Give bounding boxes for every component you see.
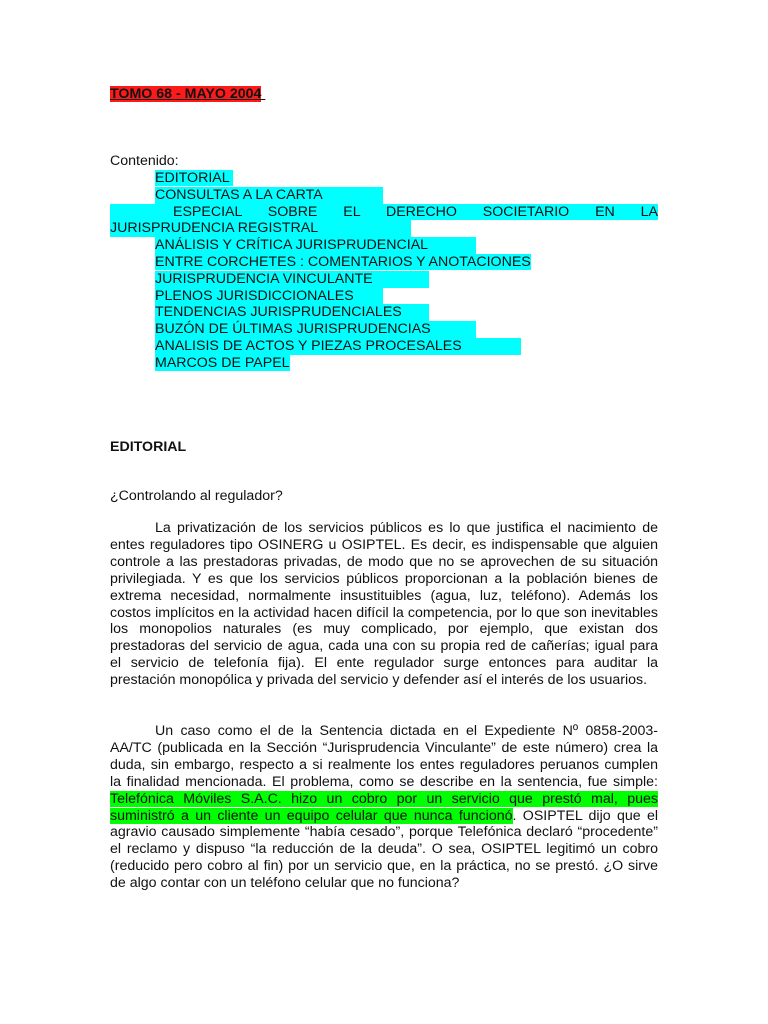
toc-item-analisis-critica[interactable]: ANÁLISIS Y CRÍTICA JURISPRUDENCIAL xyxy=(110,237,658,254)
toc-item-plenos[interactable]: PLENOS JURISDICCIONALES xyxy=(110,288,658,305)
toc-item-tendencias[interactable]: TENDENCIAS JURISPRUDENCIALES xyxy=(110,304,658,321)
editorial-paragraph-1: La privatización de los servicios públicos es lo que justifica el nacimiento de entes reguladores tipo OSINERG u OSIPTEL. Es decir, es indispensable que alguien controle a las prestadoras privadas, de modo que no se aprovechen de su situación privilegiada. Y es que los servicios públicos proporcionan a la población bienes de extrema necesidad, normalmente insustituibles (agua, luz, teléfono). Además los costos implícitos en la actividad hacen difícil la competencia, por lo que son inevitables los monopolios naturales (es muy complicado, por ejemplo, que existan dos prestadoras del servicio de agua, cada una con su propia red de cañerías; igual para el servicio de telefonía fija). El ente regulador surge entonces para auditar la prestación monopólica y privada del servicio y defender así el interés de los usuarios. xyxy=(110,520,658,689)
toc-item-analisis-actos[interactable]: ANALISIS DE ACTOS Y PIEZAS PROCESALES xyxy=(110,338,658,355)
toc-item-vinculante[interactable]: JURISPRUDENCIA VINCULANTE xyxy=(110,271,658,288)
toc-item-entre-corchetes[interactable]: ENTRE CORCHETES : COMENTARIOS Y ANOTACIONES xyxy=(155,253,531,270)
toc-item-especial-cont[interactable]: JURISPRUDENCIA REGISTRAL xyxy=(110,220,411,237)
toc-item-marcos[interactable]: MARCOS DE PAPEL xyxy=(155,354,290,371)
toc-item-buzon[interactable]: BUZÓN DE ÚLTIMAS JURISPRUDENCIAS xyxy=(110,321,658,338)
volume-title-trailing xyxy=(261,86,265,102)
contents-label: Contenido: xyxy=(110,153,179,169)
volume-title-text: TOMO 68 - MAYO 2004 xyxy=(110,86,262,102)
highlighted-text: Telefónica Móviles S.A.C. hizo un cobro por un servicio que prestó mal, pues suministró a un cliente un equipo celular que nunca funcionó xyxy=(110,790,658,824)
editorial-heading: EDITORIAL xyxy=(110,439,187,455)
toc-item-editorial[interactable]: EDITORIAL xyxy=(155,170,234,186)
toc-item-consultas[interactable]: CONSULTAS A LA CARTA xyxy=(110,187,658,204)
editorial-paragraph-2: Un caso como el de la Sentencia dictada en el Expediente Nº 0858-2003-AA/TC (publicada en la Sección “Jurisprudencia Vinculante” de este número) crea la duda, sin embargo, respecto a si realmente los entes reguladores peruanos cumplen la finalidad mencionada. El problema, como se describe en la sentencia, fue simple: Telefónica Móviles S.A.C. hizo un cobro por un servicio que prestó mal, pues suministró a un cliente un equipo celular que nunca funcionó. OSIPTEL dijo que el agravio causado simplemente “había cesado”, porque Telefónica declaró “procedente” el reclamo y dispuso “la reducción de la deuda”. O sea, OSIPTEL legitimó un cobro (reducido pero cobro al fin) por un servicio que, en la práctica, no se prestó. ¿O sirve de algo contar con un teléfono celular que no funciona? xyxy=(110,723,659,892)
editorial-subtitle: ¿Controlando al regulador? xyxy=(110,488,283,504)
toc-item-especial[interactable]: ESPECIAL SOBRE EL DERECHO SOCIETARIO EN LA xyxy=(110,204,658,221)
volume-title xyxy=(110,86,265,103)
table-of-contents xyxy=(110,170,658,372)
